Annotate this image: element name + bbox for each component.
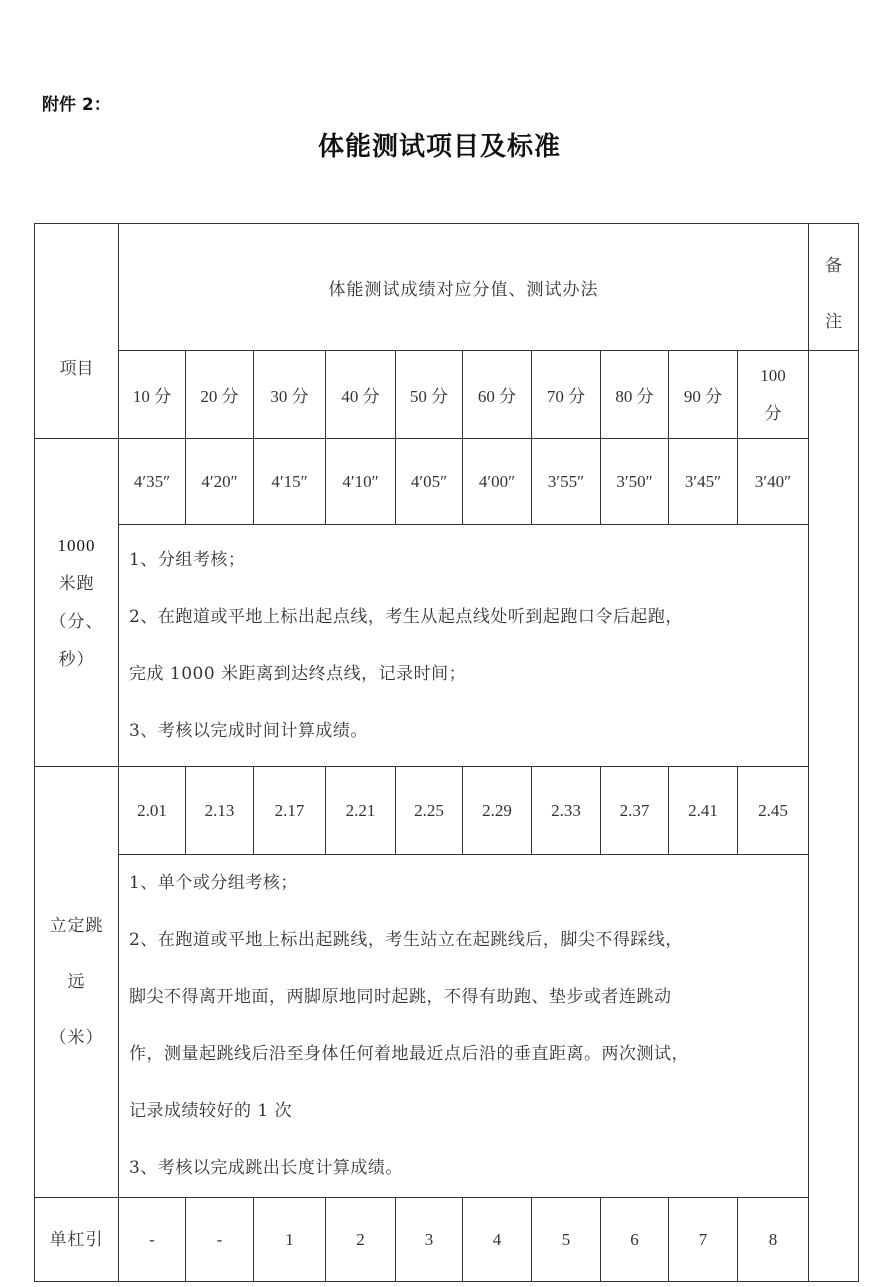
pullup-value-50: 3 (396, 1198, 463, 1282)
project-run-cell (35, 439, 119, 767)
run-value-60: 4′00″ (463, 439, 532, 525)
jump-value-20: 2.13 (186, 767, 254, 855)
jump-value-100: 2.45 (738, 767, 809, 855)
score-columns-row (35, 351, 859, 439)
score-col-20: 20 分 (186, 351, 254, 439)
run-value-70: 3′55″ (532, 439, 601, 525)
run-value-40: 4′10″ (326, 439, 396, 525)
run-value-20: 4′20″ (186, 439, 254, 525)
run-value-90: 3′45″ (669, 439, 738, 525)
jump-value-10: 2.01 (119, 767, 186, 855)
pullup-value-80: 6 (601, 1198, 669, 1282)
attachment-label: 附件 2： (42, 95, 111, 115)
jump-method-row (35, 855, 859, 1198)
project-pullup-cell (35, 1198, 119, 1282)
score-col-30: 30 分 (254, 351, 326, 439)
pullup-value-90: 7 (669, 1198, 738, 1282)
run-value-100: 3′40″ (738, 439, 809, 525)
note-header-label: 备注 (825, 256, 843, 332)
run-values-row (35, 439, 859, 525)
jump-value-40: 2.21 (326, 767, 396, 855)
score-col-100-label: 100分 (760, 365, 786, 423)
jump-values-row (35, 767, 859, 855)
table-header-row (35, 224, 859, 351)
run-method-line: 2、在跑道或平地上标出起点线，考生从起点线处听到起跑口令后起跑， (129, 606, 683, 627)
pullup-value-40: 2 (326, 1198, 396, 1282)
project-run-line-2: 米跑 (58, 573, 95, 594)
jump-method-line: 2、在跑道或平地上标出起跳线，考生站立在起跳线后，脚尖不得踩线， (129, 930, 683, 950)
jump-method-line: 3、考核以完成跳出长度计算成绩。 (129, 1158, 403, 1178)
project-jump-line-3: （米） (49, 1028, 104, 1048)
score-col-70: 70 分 (532, 351, 601, 439)
jump-method-line: 记录成绩较好的 1 次 (129, 1101, 293, 1121)
run-method-row (35, 525, 859, 767)
score-col-50: 50 分 (396, 351, 463, 439)
note-header-cell (809, 224, 859, 351)
jump-method-line: 脚尖不得离开地面，两脚原地同时起跳，不得有助跑、垫步或者连跳动 (129, 987, 672, 1007)
score-col-80: 80 分 (601, 351, 669, 439)
run-method-line: 1、分组考核； (129, 549, 246, 570)
jump-value-50: 2.25 (396, 767, 463, 855)
pullup-value-10: - (119, 1198, 186, 1282)
pullup-value-70: 5 (532, 1198, 601, 1282)
score-col-90: 90 分 (669, 351, 738, 439)
pullup-value-30: 1 (254, 1198, 326, 1282)
score-col-40: 40 分 (326, 351, 396, 439)
pullup-values-row (35, 1198, 859, 1282)
score-col-100 (738, 351, 809, 439)
run-method-line: 完成 1000 米距离到达终点线，记录时间； (129, 663, 467, 684)
project-jump-line-1: 立定跳 (49, 916, 104, 936)
project-pullup-label: 单杠引 (49, 1229, 104, 1250)
pullup-value-100: 8 (738, 1198, 809, 1282)
score-col-60: 60 分 (463, 351, 532, 439)
jump-method-cell (119, 855, 809, 1198)
project-jump-cell (35, 767, 119, 1198)
jump-method-line: 作，测量起跳线后沿至身体任何着地最近点后沿的垂直距离。两次测试， (129, 1044, 689, 1064)
project-header-label: 项目 (59, 358, 94, 379)
project-run-line-4: 秒） (58, 649, 95, 670)
jump-value-60: 2.29 (463, 767, 532, 855)
project-run-line-3: （分、 (49, 611, 104, 632)
note-body-cell (809, 351, 859, 1282)
standards-table (34, 223, 859, 1282)
run-value-50: 4′05″ (396, 439, 463, 525)
run-value-10: 4′35″ (119, 439, 186, 525)
jump-value-90: 2.41 (669, 767, 738, 855)
project-jump-line-2: 远 (67, 972, 86, 992)
score-method-header-label: 体能测试成绩对应分值、测试办法 (328, 279, 599, 300)
jump-method-line: 1、单个或分组考核； (129, 873, 298, 893)
jump-value-80: 2.37 (601, 767, 669, 855)
jump-value-30: 2.17 (254, 767, 326, 855)
project-run-line-1: 1000 (57, 535, 96, 555)
pullup-value-20: - (186, 1198, 254, 1282)
score-col-10: 10 分 (119, 351, 186, 439)
run-value-30: 4′15″ (254, 439, 326, 525)
run-value-80: 3′50″ (601, 439, 669, 525)
score-method-header-cell (119, 224, 809, 351)
pullup-value-60: 4 (463, 1198, 532, 1282)
run-method-cell (119, 525, 809, 767)
project-header-cell (35, 224, 119, 439)
page-title: 体能测试项目及标准 (317, 132, 561, 162)
jump-value-70: 2.33 (532, 767, 601, 855)
run-method-line: 3、考核以完成时间计算成绩。 (129, 720, 368, 741)
